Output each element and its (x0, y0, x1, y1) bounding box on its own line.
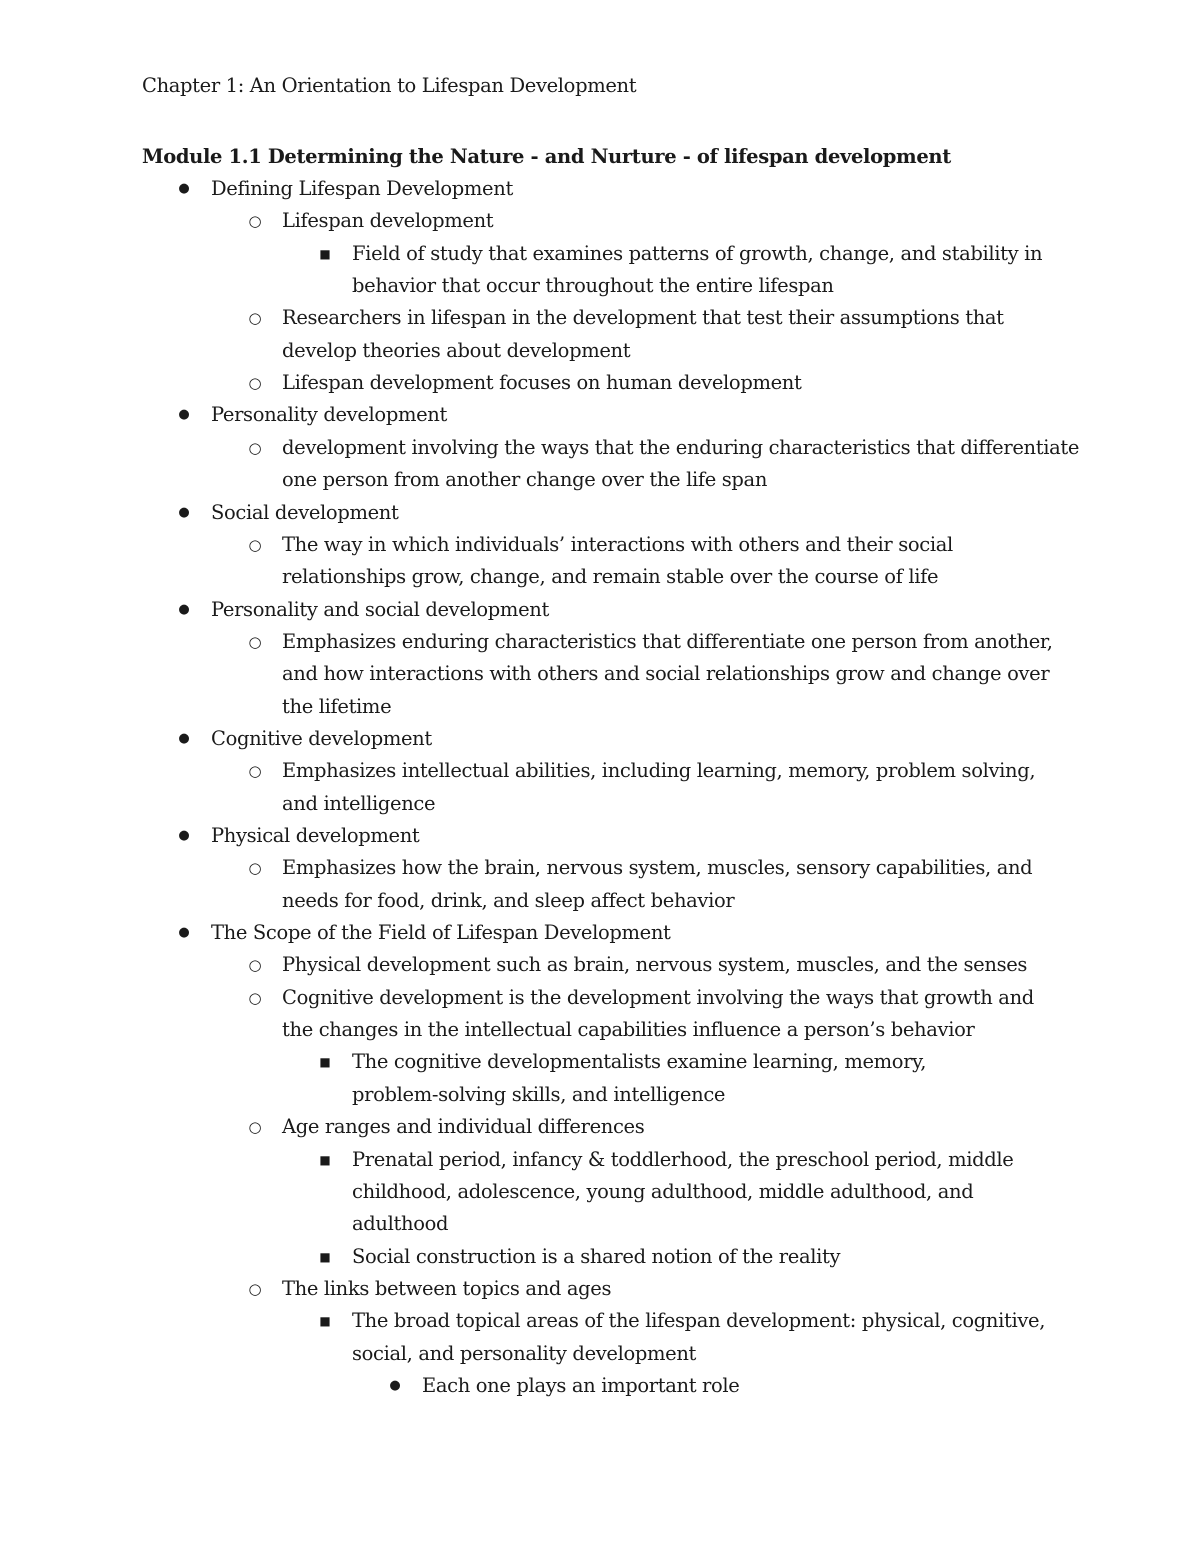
outline-line-level-2: Physical development such as brain, nervous system, muscles, and the senses (282, 953, 1028, 977)
outline-line-level-2: Emphasizes how the brain, nervous system, muscles, sensory capabilities, and (282, 856, 1033, 880)
outline-line-level-2: Emphasizes enduring characteristics that differentiate one person from another, (282, 629, 1053, 653)
outline-line-level-2: and how interactions with others and social relationships grow and change over (282, 662, 1050, 686)
outline-line-level-2: needs for food, drink, and sleep affect behavior (282, 888, 735, 912)
outline-line-level-1: Defining Lifespan Development (211, 177, 513, 200)
bullet-marker-level-2: ○ (248, 956, 262, 975)
outline-line-level-1: Personality development (211, 403, 447, 427)
outline-line-level-2: Emphasizes intellectual abilities, including learning, memory, problem solving, (282, 759, 1036, 783)
outline-line-level-4: Each one plays an important role (422, 1373, 740, 1397)
bullet-marker-level-1: ● (178, 504, 190, 520)
bullet-marker-level-2: ○ (248, 1279, 262, 1298)
outline-line-level-3: Prenatal period, infancy & toddlerhood, the preschool period, middle (352, 1147, 1014, 1171)
bullet-marker-level-2: ○ (248, 374, 262, 393)
bullet-marker-level-3: ■ (319, 1055, 331, 1070)
outline-line-level-3: social, and personality development (352, 1341, 697, 1365)
outline-line-level-2: The links between topics and ages (282, 1276, 612, 1300)
outline-line-level-1: Personality and social development (211, 597, 549, 621)
bullet-marker-level-2: ○ (248, 309, 262, 328)
bullet-marker-level-1: ● (178, 730, 190, 746)
outline-line-level-2: development involving the ways that the enduring characteristics that differentiate (282, 435, 1080, 459)
bullet-marker-level-2: ○ (248, 1118, 262, 1137)
outline-line-level-3: adulthood (352, 1212, 449, 1236)
bullet-marker-level-2: ○ (248, 859, 262, 878)
bullet-marker-level-3: ■ (319, 1152, 331, 1167)
outline-line-level-3: childhood, adolescence, young adulthood, middle adulthood, and (352, 1179, 974, 1203)
outline-line-level-3: behavior that occur throughout the entire lifespan (352, 274, 834, 298)
bullet-marker-level-2: ○ (248, 632, 262, 651)
outline-line-level-2: Lifespan development (282, 209, 494, 233)
bullet-marker-level-3: ■ (319, 1314, 331, 1329)
outline-line-level-2: Age ranges and individual differences (282, 1115, 645, 1139)
outline-line-level-2: Researchers in lifespan in the development that test their assumptions that (282, 306, 1004, 330)
outline-line-level-2: the lifetime (282, 694, 392, 718)
bullet-marker-level-1: ● (178, 407, 190, 423)
bullet-marker-level-2: ○ (248, 762, 262, 781)
bullet-marker-level-1: ● (178, 181, 190, 196)
outline-line-level-1: Cognitive development (211, 726, 432, 750)
bullet-marker-level-3: ■ (319, 1249, 331, 1264)
bullet-marker-level-1: ● (178, 828, 190, 843)
outline-line-level-3: The broad topical areas of the lifespan development: physical, cognitive, (352, 1309, 1046, 1333)
outline-line-level-2: the changes in the intellectual capabilities influence a person’s behavior (282, 1018, 975, 1042)
bullet-marker-level-2: ○ (248, 212, 262, 231)
outline-line-level-2: Lifespan development focuses on human development (282, 371, 802, 395)
outline-line-level-3: Field of study that examines patterns of growth, change, and stability in (352, 241, 1043, 265)
document-title: Chapter 1: An Orientation to Lifespan Development (142, 74, 637, 97)
bullet-marker-level-3: ■ (319, 246, 331, 261)
outline-line-level-2: and intelligence (282, 791, 436, 815)
outline-line-level-1: The Scope of the Field of Lifespan Development (211, 921, 671, 945)
bullet-marker-level-2: ○ (248, 535, 262, 554)
bullet-marker-level-1: ● (178, 601, 190, 617)
outline-line-level-1: Social development (211, 500, 399, 524)
module-heading: Module 1.1 Determining the Nature - and Nurture - of lifespan development (142, 145, 951, 168)
outline-line-level-2: develop theories about development (282, 338, 631, 362)
bullet-marker-level-2: ○ (248, 988, 262, 1007)
outline-line-level-2: The way in which individuals’ interactions with others and their social (282, 532, 953, 556)
bullet-marker-level-1: ● (178, 925, 190, 941)
outline-line-level-3: problem-solving skills, and intelligence (352, 1082, 726, 1106)
outline-line-level-3: The cognitive developmentalists examine learning, memory, (352, 1050, 927, 1074)
outline-line-level-2: Cognitive development is the development involving the ways that growth and (282, 985, 1034, 1009)
outline-line-level-3: Social construction is a shared notion of the reality (352, 1244, 841, 1268)
outline-line-level-2: one person from another change over the life span (282, 468, 768, 492)
bullet-marker-level-4: ● (389, 1377, 401, 1393)
bullet-marker-level-2: ○ (248, 438, 262, 457)
outline-line-level-2: relationships grow, change, and remain stable over the course of life (282, 565, 939, 589)
outline-line-level-1: Physical development (211, 824, 420, 847)
